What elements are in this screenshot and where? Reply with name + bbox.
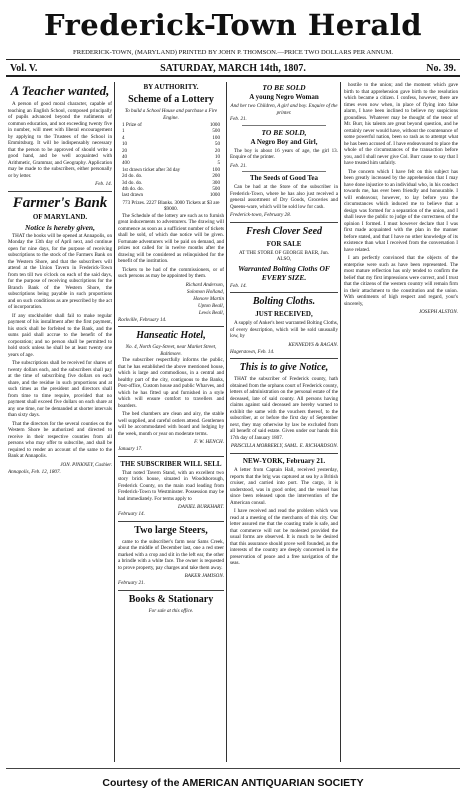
hotel-heading: Hanseatic Hotel, (136, 330, 206, 342)
teacher-wanted-date: Feb. 14. (95, 181, 112, 187)
clover-also: ALSO, (276, 256, 292, 262)
divider (230, 453, 338, 454)
sale-date: Feb. 21. (230, 116, 247, 122)
prize-label: 4th do. do. (122, 186, 144, 193)
volume-label: SATURDAY, MARCH 14th, 1807. (160, 63, 306, 74)
manager-name: Solomon Holland, (186, 288, 224, 295)
prize-value: 5 (217, 160, 220, 167)
hotel-date: January 17. (118, 446, 143, 453)
hotel-signature: F. W. HENCH. (194, 439, 224, 446)
manager-name: Lewis Beall, (198, 309, 224, 316)
divider (118, 326, 224, 327)
column-rule (114, 82, 115, 762)
prize-value: 100 (212, 134, 220, 141)
footer-divider (6, 768, 460, 769)
letter-signature: JOSEPH ALSTON. (418, 309, 458, 315)
divider (118, 590, 224, 591)
lottery-tickets: Tickets to be had of the commissioners, or of such persons as may be appointed by them. (118, 266, 224, 280)
prize-value: 500 (212, 128, 220, 135)
newspaper-title: Frederick-Town Herald (43, 8, 423, 42)
prize-label: 20 (122, 147, 128, 154)
manager-name: Upton Beall, (197, 302, 224, 309)
volume-number: Vol. V. (10, 63, 38, 74)
estate-notice-signatures: PRISCILLA MOBBERLY, SAML. E. RICHARDSON. (230, 443, 338, 449)
issue-number: No. 39. (426, 63, 456, 74)
lottery-heading: Scheme of a Lottery (128, 94, 214, 105)
notice-date: Annapolis, Feb. 12, 1807. (8, 468, 61, 475)
notice-paragraph: The subscriptions shall be received for shares of twenty dollars each, and the subscribers shall pay at the time of subscribing five dollars on each share, and the residue in such proportions and at such times as the president and directors shall from time to time require, provided that no payment shall exceed five dollars on each share at any one time, nor be demanded at shorter intervals than sixty days. (8, 360, 112, 418)
books-subheading: For sale at this office. (148, 607, 194, 614)
masthead (6, 6, 460, 46)
hotel-address: No. 4, North Gay-Street, near Market Street, Baltimore. (125, 344, 217, 357)
sale-text: And her two Children, A girl and boy. Enquire of the printer. (230, 103, 338, 116)
tavern-signature: DANIEL BURKHART. (178, 504, 224, 511)
prize-row (122, 192, 220, 198)
column-1 (8, 82, 112, 765)
prize-label: 40 (122, 154, 128, 161)
bolting-text: A supply of Anker's best warranted Bolting Cloths, of every description, which will be sold unusually low, by (230, 320, 338, 339)
prize-value: 20 (214, 147, 220, 154)
teacher-wanted-heading: A Teacher wanted, (10, 83, 110, 98)
estate-notice-heading: This is to give Notice, (239, 362, 329, 373)
publication-line: FREDERICK-TOWN, (MARYLAND) PRINTED BY JOHN P. THOMSON.—PRICE TWO DOLLARS PER ANNUM. (6, 48, 460, 60)
prize-value: 10 (214, 154, 220, 161)
divider (230, 292, 338, 293)
divider (230, 358, 338, 359)
notice-title: Notice is hereby given, (25, 222, 95, 232)
divider (242, 125, 326, 126)
notice-paragraph: That the directors for the several counties on the Western Shore be authorized and directed to receive in their respective counties from all persons who may offer to subscribe, and shall be required to render an account of the same to the Bank at Annapolis. (8, 420, 112, 459)
news-text: I have received and read the problem which was read at a meeting of the merchants of this city. Our letter assured me that the coasting trade is safe, and that commerce will not be molested provided the usual forms are observed. It is much to be desired that this assurance should prove well founded, as the interests of the country are deeply concerned in the preservation of peace and a free navigation of the seas. (230, 508, 338, 566)
books-heading: Books & Stationary (128, 593, 214, 605)
column-3 (230, 82, 338, 765)
sale-heading: TO BE SOLD (262, 83, 306, 92)
clover-subheading: FOR SALE (266, 239, 302, 248)
farmers-bank-heading: Farmer's Bank (12, 194, 108, 211)
prize-label: 10 (122, 141, 128, 148)
lottery-text: The Schedule of the lottery are such as to furnish great inducements to adventurers. The drawing will commence as soon as a sufficient number of tickets shall be sold, of which due notice will be given. Fortunate adventurers will be paid on demand, and prizes not called for in twelve months after the drawing will be considered as relinquished for the benefit of the institution. (118, 212, 224, 265)
column-rule (340, 82, 341, 762)
prize-label: 400 (122, 160, 130, 167)
manager-name: Honore Martin (193, 295, 224, 302)
prize-label: 4 (122, 134, 125, 141)
notice-paragraph: If any stockholder shall fail to make regular payment of his installment after the first payment, his stock shall be forfeited to the Bank, and the sums paid shall accrue to the benefit of the corporation; and no person shall be permitted to hold stock unless he shall be at least twenty one years of age. (8, 312, 112, 358)
prize-label: 1 Prize of (122, 122, 142, 128)
divider (118, 521, 224, 522)
authority-label: BY AUTHORITY. (143, 83, 199, 91)
letter-text: I am perfectly convinced that the objects of the enterprise were such as have been represented. The most mature reflection has only tended to confirm the belief that my first impressions were correct, and I trust that the citizens of the western country will remain firm in their attachment to the constitution and the union. With sentiments of high respect and regard, your's sincerely, (344, 255, 458, 307)
tea-seed-date: Frederick-town, February 28. (230, 212, 291, 218)
divider (118, 456, 224, 457)
notice-signature: JON. PINKNEY, Cashier. (60, 461, 112, 468)
prize-table (122, 122, 220, 199)
lottery-subheading: To build a School House and purchase a Fire Engine. (124, 108, 218, 121)
hotel-text: The bed chambers are clean and airy, the stable well supplied, and careful ostlers attend. Gentlemen will be accommodated with board and lodging by the week, month or year on moderate terms. (118, 411, 224, 437)
steers-date: February 21. (118, 580, 145, 587)
notice-paragraph: THAT the books will be opened at Annapolis, on Monday the 13th day of April next, and continue open for nine days, for the purpose of receiving subscriptions to the stock of the Farmers Bank on the Western Shore, and that the subscribers will attend at the Union Tavern in Frederick-Town from ten till two o'clock on each of the said days, for the purpose of receiving subscriptions for the Branch Bank of the Western Shore, the subscriptions being payable in such proportions and on such conditions as are prescribed by the act of incorporation. (8, 232, 112, 310)
prize-label: last drawn (122, 192, 144, 199)
news-text: A letter from Captain Hall, received yesterday, reports that the brig was captured at sea by a British cruiser, and carried into port. The cargo, it is understood, was in good order, and the vessel has since been released upon the intervention of the American consul. (230, 467, 338, 506)
column-2 (118, 82, 224, 765)
tea-seed-text: Can be had at the Store of the subscriber in Frederick-Town, where he has also just received a general assortment of Dry Goods, Groceries and Queens-ware, which will be sold low for cash. (230, 184, 338, 210)
prize-label: 3d do. do. (122, 179, 143, 186)
sale-subheading: A Negro Boy and Girl, (250, 137, 318, 146)
clover-date: Feb. 14. (230, 282, 247, 289)
prize-value: 1000 (209, 192, 220, 199)
teacher-wanted-text: A person of good moral character, capable of teaching an English School, composed principally of pupils advanced beyond the rudiments of common education, and not exceeding twenty five in number, will meet with liberal encouragement by applying to the Trustees of the School in Emmitsburg. It will be indispensably necessary that the person to be approved of should write a good hand, and be well acquainted with Arithmetic, Grammar, and Geography. Application may be made to the subscribers, either personally or by letter. (8, 101, 112, 179)
hotel-text: The subscriber respectfully informs the public, that he has established the above mentioned house, which is large and commodious, in a central and healthy part of the city, contiguous to the Banks, Post-office, Custom house and public Wharves, and which he has fitted up and furnished in a style which will ensure comfort to travellers and boarders. (118, 357, 224, 409)
prize-label: 1st drawn ticket after 3d day (122, 166, 181, 173)
prize-label: 1 (122, 128, 125, 135)
clover-text: AT THE STORE OF GEORGE BAER, Jun. (239, 249, 329, 256)
clover-heading: Fresh Clover Seed (245, 225, 323, 237)
column-4 (344, 82, 458, 765)
bolting-heading: Bolting Cloths. (252, 296, 316, 307)
farmers-bank-subheading: OF MARYLAND. (32, 212, 88, 221)
prize-value: 500 (212, 186, 220, 193)
courtesy-footer: Courtesy of the AMERICAN ANTIQUARIAN SOCIETY (102, 777, 364, 789)
prize-label: 2d do. do. (122, 173, 143, 180)
divider (242, 171, 326, 172)
clover-items: Warranted Bolting Cloths OF EVERY SIZE. (238, 263, 330, 282)
manager-name: Richard Anderson, (185, 281, 224, 288)
column-rule (226, 82, 227, 762)
issue-dateline (6, 61, 460, 77)
steers-text: came to the subscriber's farm near Sams Creek, about the middle of December last, one a red steer marked with a crop and slit in the left ear, the other a brindle with a white face. The owner is requested to prove property, pay charges and take them away. (118, 538, 224, 571)
prize-summary: 773 Prizes. 2227 Blanks. 3000 Tickets at $3 are $9000. (122, 199, 220, 213)
news-heading: NEW-YORK, February 21. (242, 457, 326, 465)
sale-text: The boy is about 16 years of age, the girl 13. Enquire of the printer. (230, 147, 338, 160)
bolting-signature: KENNEDYS & RAGAN. (288, 341, 338, 348)
prize-value: 1000 (209, 122, 220, 128)
bolting-date: Hagerstown, Feb. 14. (230, 348, 275, 355)
managers-place: Rockville, February 14. (118, 316, 167, 323)
steers-heading: Two large Steers, (134, 524, 208, 536)
divider (230, 222, 338, 223)
tea-seed-heading: The Seeds of Good Tea (249, 174, 319, 182)
tavern-date: February 14. (118, 511, 145, 518)
divider (8, 191, 112, 192)
sale-date: Feb. 21. (230, 162, 247, 169)
steers-signature: BAKER JAMISON. (184, 573, 224, 580)
prize-value: 200 (212, 173, 220, 180)
tavern-text: That noted Tavern Stand, with an excellent two story brick house, situated in Woodsborough, Frederick County, on the main road leading from Frederick-Town to Westminster. Possession may be had immediately. For terms apply to (118, 469, 224, 502)
letter-text: The concern which I have felt on this subject has been greatly increased by the apprehension that I may have done injustice to an individual who, in his conduct towards me, has ever been friendly and honourable. I will endeavour, however, to lay before you the circumstances which induced me to believe that a design was formed for a separation of the union, and I shall leave the public to judge of the correctness of the opinion I formed. I must however declare that I was first made acquainted with the plan in the manner before stated, and that I have no other knowledge of its existence than what I received from the conversation I have related. (344, 168, 458, 253)
prize-value: 100 (212, 166, 220, 173)
sale-heading: TO BE SOLD, (261, 127, 307, 137)
prize-value: 300 (212, 179, 220, 186)
letter-text: hostile to the union; and the moment which gave birth to that apprehension gave birth to the resolution which became a citizen. I confess, however, there are times even now when, in place of flying into false alarm, I have been inclined to believe my suspicions groundless. Whatever may be thought of the tenor of Mr. Burr, his talents are great beyond question, and he certainly never would have, without the countenance of some powerful nation, been so rash as to attempt what he has been accused of. I have endeavoured to place the whole of the circumstances of the transaction before you, and I shall never give Col. Burr cause to say that I have treated him unfairly. (344, 82, 458, 166)
prize-value: 50 (214, 141, 220, 148)
tavern-heading: THE SUBSCRIBER WILL SELL (120, 459, 222, 468)
estate-notice-text: THAT the subscriber of Frederick county, hath obtained from the orphans court of Frederick county, letters of administration on the personal estate of the deceased, late of said county. All persons having claims against said deceased are hereby warned to exhibit the same with the vouchers thereof, to the subscriber, at or before the first day of September next, they may otherwise by law be excluded from all benefit of said estate. Given under our hands this 17th day of January 1807. (230, 376, 338, 441)
bolting-subheading: JUST RECEIVED, (255, 310, 313, 318)
sale-subheading: A young Negro Woman (249, 93, 319, 101)
